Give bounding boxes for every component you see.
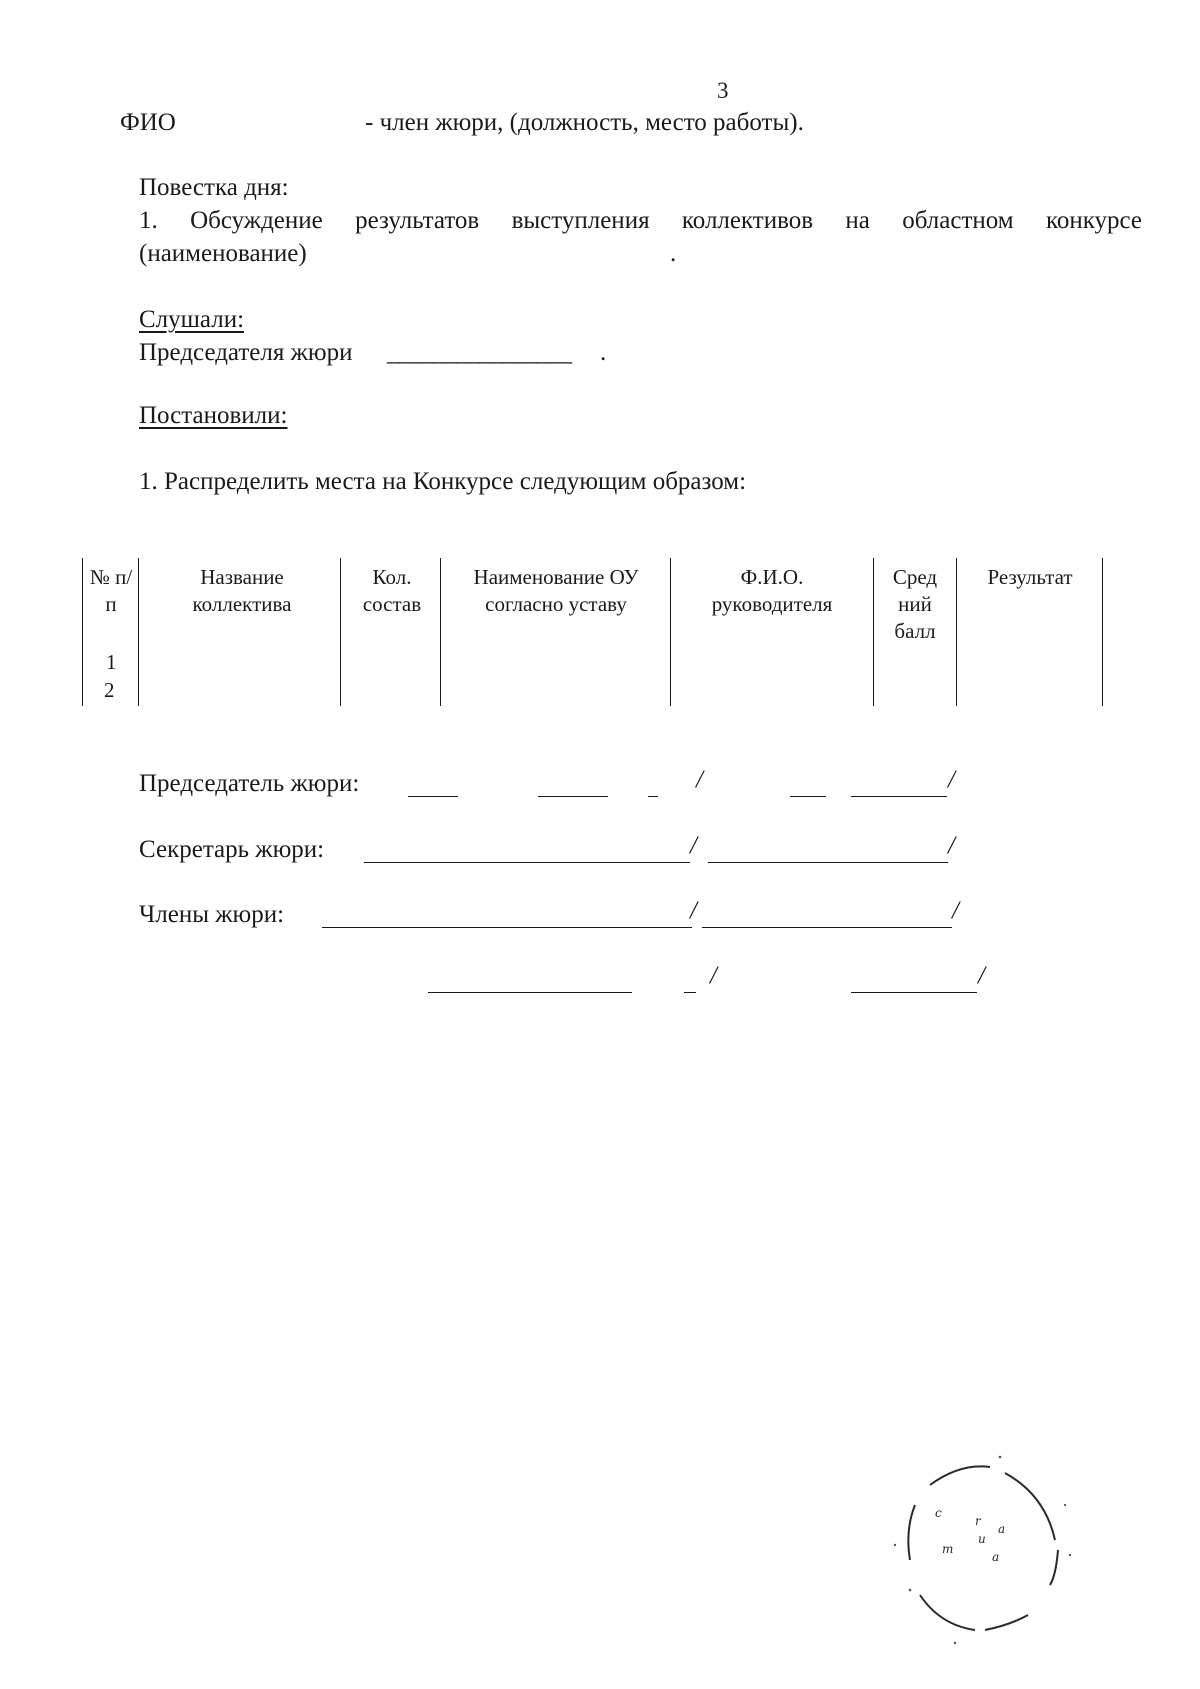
signature-slash: / (696, 766, 703, 793)
signature-slash: / (948, 766, 955, 793)
header-num: № п/п (89, 565, 133, 616)
header-count: Кол. состав (362, 565, 422, 616)
heard-title: Слушали: (139, 306, 245, 333)
member-label: ФИО (120, 109, 176, 136)
svg-text:r: r (975, 1514, 981, 1528)
heard-end: . (600, 339, 607, 366)
heard-text: Председателя жюри (139, 339, 353, 366)
table-border (440, 558, 441, 706)
svg-text:c: c (935, 1506, 942, 1520)
svg-text:a: a (998, 1522, 1006, 1536)
agenda-title: Повестка дня: (139, 174, 289, 201)
round-seal-stamp-icon (880, 1445, 1080, 1645)
header-leader: Ф.И.О. руководителя (711, 565, 833, 616)
signature-line (708, 862, 948, 863)
secretary-label: Секретарь жюри: (139, 836, 325, 863)
signature-line (538, 796, 608, 797)
table-border (340, 558, 341, 706)
table-border (670, 558, 671, 706)
chair-label: Председатель жюри: (139, 770, 360, 797)
table-border (138, 558, 139, 706)
agenda-item-1-continuation: (наименование) (139, 240, 307, 267)
svg-text:u: u (978, 1532, 986, 1546)
table-border (1102, 558, 1103, 706)
results-table (82, 558, 1104, 708)
signature-slash: / (952, 897, 959, 924)
signature-line (684, 992, 696, 993)
header-collective: Название коллектива (192, 565, 292, 616)
svg-text:m: m (942, 1542, 954, 1556)
signature-line (851, 992, 977, 993)
signature-line (408, 796, 458, 797)
signature-line (790, 796, 826, 797)
resolved-title: Постановили: (139, 402, 288, 429)
table-border (873, 558, 874, 706)
signature-slash: / (690, 832, 697, 859)
agenda-item-1-end: . (670, 240, 677, 267)
signature-slash: / (978, 962, 985, 989)
signature-slash: / (690, 897, 697, 924)
header-result: Результат (987, 565, 1073, 589)
table-row-number: 2 (104, 678, 115, 702)
table-row-number: 1 (106, 650, 117, 674)
table-border (956, 558, 957, 706)
signature-slash: / (710, 962, 717, 989)
signature-slash: / (948, 832, 955, 859)
header-institution: Наименование ОУ согласно уставу (473, 565, 639, 616)
signature-line (428, 992, 632, 993)
resolved-item-1: 1. Распределить места на Конкурсе следующим образом: (139, 468, 747, 495)
agenda-item-1: 1. Обсуждение результатов выступления коллективов на областном конкурсе (139, 207, 1142, 234)
svg-text:a: a (992, 1550, 1000, 1564)
heard-blank: ________________ (387, 339, 571, 366)
table-border (82, 558, 83, 706)
members-label: Члены жюри: (139, 901, 285, 928)
page-number: 3 (717, 78, 729, 103)
signature-line (648, 796, 658, 797)
signature-line (702, 927, 952, 928)
member-description: - член жюри, (должность, место работы). (365, 109, 804, 136)
signature-line (322, 927, 692, 928)
signature-line (364, 862, 690, 863)
signature-line (851, 796, 947, 797)
header-avg: Сред ний балл (892, 565, 938, 643)
